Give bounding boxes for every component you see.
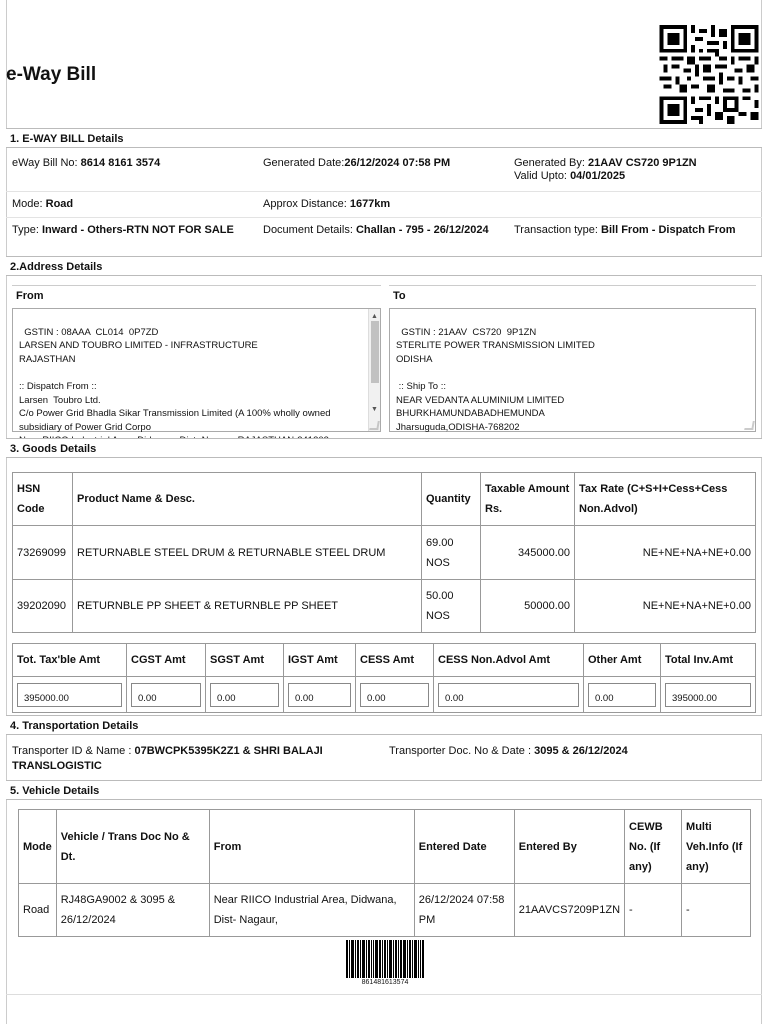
scroll-up-icon[interactable]: ▲ (371, 313, 378, 320)
document-details-value: Challan - 795 - 26/12/2024 (355, 224, 489, 236)
cgst-field[interactable]: 0.00 (131, 683, 201, 707)
transporter: Transporter ID & Name : 07BWCPK5395K2Z1 & SHRI BALAJI TRANSLOGISTIC (12, 745, 323, 772)
section-address-heading: 2.Address Details (6, 256, 762, 276)
mode-value: Road (45, 198, 74, 210)
col-hsn: HSN Code (13, 473, 73, 526)
section-transport-heading: 4. Transportation Details (6, 715, 762, 735)
barcode-icon (346, 940, 424, 980)
barcode-number: 861481613574 (361, 979, 409, 986)
section-vehicle-heading: 5. Vehicle Details (6, 780, 762, 800)
section-goods-heading: 3. Goods Details (6, 438, 762, 458)
divider (6, 994, 762, 995)
vehicle-table-header: Mode Vehicle / Trans Doc No & Dt. From Entered Date Entered By CEWB No. (If any) Multi Veh.Info (If any) (19, 810, 751, 884)
transporter-doc: Transporter Doc. No & Date : 3095 & 26/12/2024 (389, 745, 628, 757)
goods-table-header (13, 473, 756, 526)
totals-row (13, 677, 756, 713)
qr-code-icon (657, 25, 761, 124)
col-product: Product Name & Desc. (73, 473, 422, 526)
divider (6, 191, 762, 192)
from-label: From (12, 285, 381, 307)
generated-date: Generated Date:26/12/2024 07:58 PM (263, 157, 451, 169)
table-row: 73269099 RETURNABLE STEEL DRUM & RETURNABLE STEEL DRUM 69.00 NOS 345000.00 NE+NE+NA+NE+0.00 (13, 526, 756, 580)
col-tax-rate: Tax Rate (C+S+I+Cess+Cess Non.Advol) (575, 473, 756, 526)
total-inv-field[interactable]: 395000.00 (665, 683, 751, 707)
sgst-field[interactable]: 0.00 (210, 683, 279, 707)
eway-bill-no: eWay Bill No: 8614 8161 3574 (12, 157, 161, 169)
section-eway-details-heading: 1. E-WAY BILL Details (6, 128, 762, 148)
to-label: To (389, 285, 756, 307)
total-taxable-field[interactable]: 395000.00 (17, 683, 122, 707)
mode: Mode: Road (12, 198, 74, 210)
valid-upto-value: 04/01/2025 (570, 170, 626, 182)
totals-header: Tot. Tax'ble Amt CGST Amt SGST Amt IGST Amt CESS Amt CESS Non.Advol Amt Other Amt Total Inv.Amt (13, 644, 756, 677)
scroll-down-icon[interactable]: ▼ (371, 406, 378, 414)
generated-by-value: 21AAV CS720 9P1ZN (588, 157, 697, 169)
transporter-value: 07BWCPK5395K2Z1 & SHRI BALAJI TRANSLOGISTIC (12, 745, 323, 772)
scrollbar[interactable] (368, 309, 380, 431)
resize-grip-icon[interactable] (744, 421, 755, 430)
to-address-textarea[interactable]: GSTIN : 21AAV CS720 9P1ZN STERLITE POWER TRANSMISSION LIMITED ODISHA :: Ship To :: NEAR VEDANTA ALUMINIUM LIMITED BHURKHAMUNDABADHEMUNDA Jharsuguda,ODISHA-768202 (389, 308, 756, 432)
eway-bill-no-value: 8614 8161 3574 (80, 157, 161, 169)
goods-table (12, 472, 756, 633)
transaction-type: Transaction type: Bill From - Dispatch From (514, 224, 736, 236)
page-title: e-Way Bill (6, 64, 97, 85)
totals-table (12, 643, 756, 713)
cess-non-advol-field[interactable]: 0.00 (438, 683, 579, 707)
table-row: Road RJ48GA9002 & 3095 & 26/12/2024 Near RIICO Industrial Area, Didwana, Dist- Nagaur, 26/12/2024 07:58 PM 21AAVCS7209P1ZN - - (19, 884, 751, 937)
cess-field[interactable]: 0.00 (360, 683, 429, 707)
approx-distance: Approx Distance: 1677km (263, 198, 391, 210)
other-amt-field[interactable]: 0.00 (588, 683, 656, 707)
resize-grip-icon[interactable] (369, 421, 380, 430)
vehicle-table (18, 809, 751, 937)
generated-by: Generated By: 21AAV CS720 9P1ZN Valid Upto: 04/01/2025 (514, 157, 697, 182)
type: Type: Inward - Others-RTN NOT FOR SALE (12, 224, 234, 236)
col-taxable-amount: Taxable Amount Rs. (481, 473, 575, 526)
document-details: Document Details: Challan - 795 - 26/12/2024 (263, 224, 489, 236)
type-value: Inward - Others-RTN NOT FOR SALE (41, 224, 234, 236)
approx-distance-value: 1677km (349, 198, 391, 210)
transaction-type-value: Bill From - Dispatch From (601, 224, 736, 236)
divider (6, 217, 762, 218)
table-row: 39202090 RETURNBLE PP SHEET & RETURNBLE PP SHEET 50.00 NOS 50000.00 NE+NE+NA+NE+0.00 (13, 580, 756, 633)
generated-date-value: 26/12/2024 07:58 PM (344, 157, 451, 169)
transporter-doc-value: 3095 & 26/12/2024 (534, 745, 628, 757)
scrollbar-thumb[interactable] (371, 321, 379, 383)
col-quantity: Quantity (422, 473, 481, 526)
from-address-textarea[interactable]: GSTIN : 08AAA CL014 0P7ZD LARSEN AND TOUBRO LIMITED - INFRASTRUCTURE RAJASTHAN :: Dispatch From :: Larsen Toubro Ltd. C/o Power Grid Bhadla Sikar Transmission Limited (A 100% wholly owned subsidiary of Power Grid Corpo ▲ ▼ (12, 308, 381, 432)
igst-field[interactable]: 0.00 (288, 683, 351, 707)
